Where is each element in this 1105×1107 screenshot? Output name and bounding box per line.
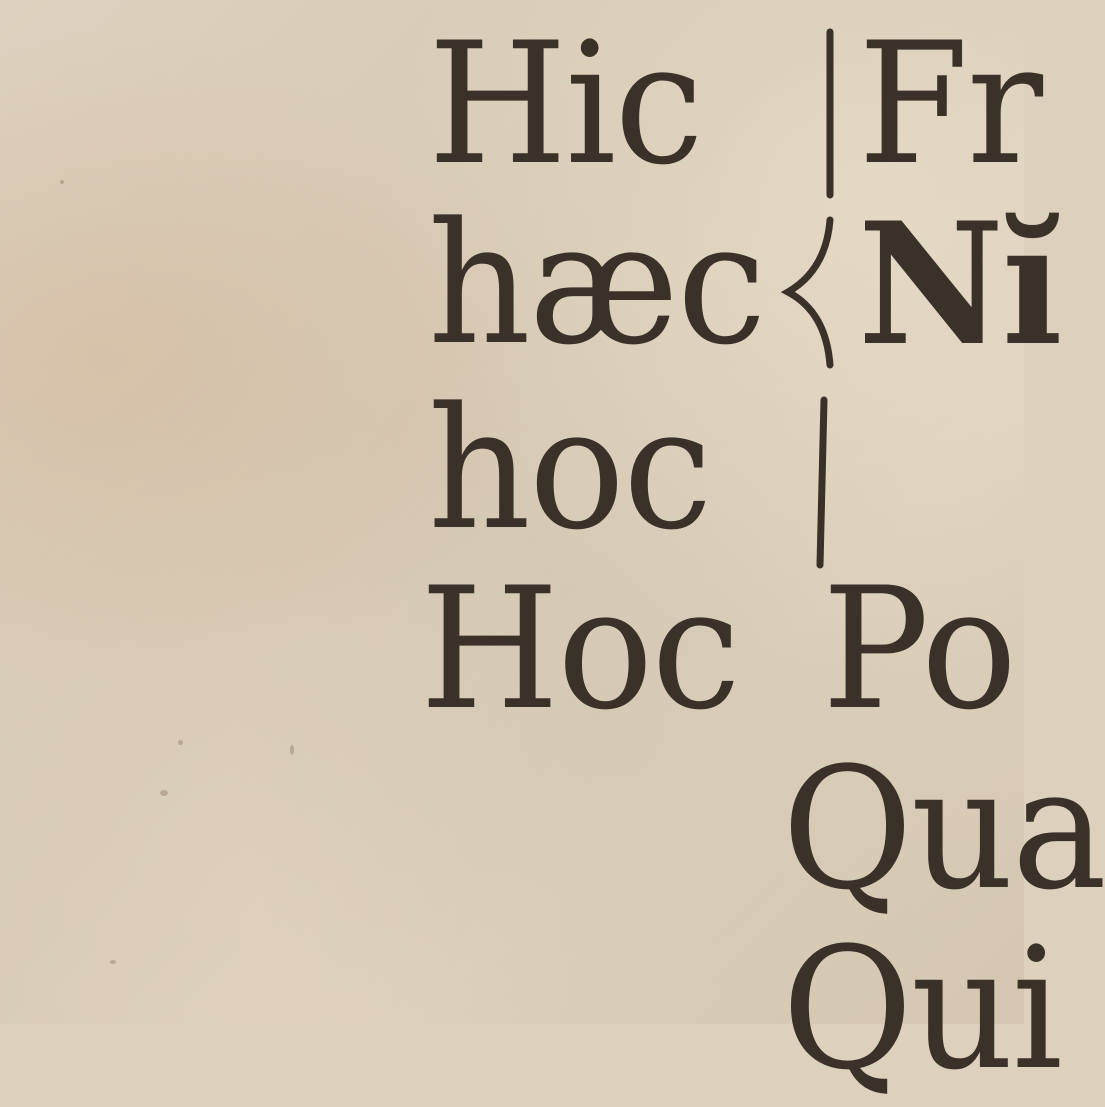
word-qui: Qui — [782, 911, 1061, 1107]
paper-speck — [160, 790, 168, 796]
paper-speck — [60, 180, 64, 184]
word-haec: hæc — [428, 186, 765, 382]
paper-speck — [110, 960, 116, 964]
curly-brace — [780, 20, 860, 580]
word-hoc-upper: Hoc — [420, 551, 739, 747]
word-qua: Qua — [782, 731, 1105, 927]
word-hoc-lower: hoc — [428, 371, 711, 567]
word-ni: Nĭ — [858, 185, 1061, 383]
paper-speck — [178, 740, 183, 745]
paper-speck — [290, 745, 294, 755]
word-po: Po — [822, 551, 1016, 747]
word-hic: Hic — [428, 6, 702, 202]
word-fr: Fr — [858, 6, 1042, 202]
